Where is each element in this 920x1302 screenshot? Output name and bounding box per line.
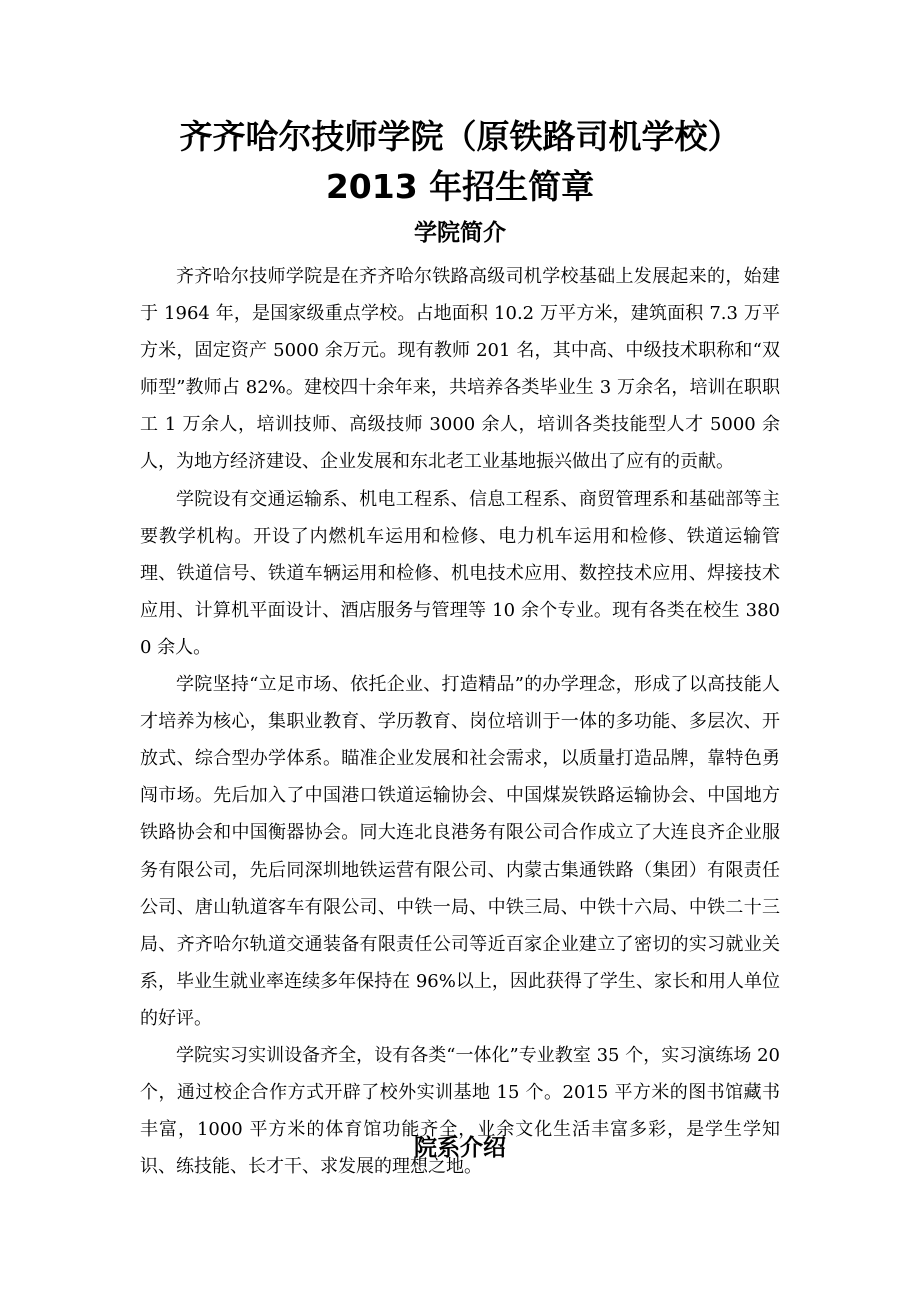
title-line-2: 2013 年招生简章 [325,167,595,206]
intro-body [140,258,780,1185]
paragraph-philosophy: 学院坚持“立足市场、依托企业、打造精品”的办学理念，形成了以高技能人才培养为核心，集职业教育、学历教育、岗位培训于一体的多功能、多层次、开放式、综合型办学体系。瞄准企业发展和社会需求，以质量打造品牌，靠特色勇闯市场。先后加入了中国港口铁道运输协会、中国煤炭铁路运输协会、中国地方铁路协会和中国衡器协会。同大连北良港务有限公司合作成立了大连良齐企业服务有限公司，先后同深圳地铁运营有限公司、内蒙古集通铁路（集团）有限责任公司、唐山轨道客车有限公司、中铁一局、中铁三局、中铁十六局、中铁二十三局、齐齐哈尔轨道交通装备有限责任公司等近百家企业建立了密切的实习就业关系，毕业生就业率连续多年保持在 96%以上，因此获得了学生、家长和用人单位的好评。 [140,674,780,1029]
section-heading-departments: 院系介绍 [414,1135,506,1161]
paragraph-departments: 学院设有交通运输系、机电工程系、信息工程系、商贸管理系和基础部等主要教学机构。开设了内燃机车运用和检修、电力机车运用和检修、铁道运输管理、铁道信号、铁道车辆运用和检修、机电技术应用、数控技术应用、焊接技术应用、计算机平面设计、酒店服务与管理等 10 余个专业。现有各类在校生 3800 余人。 [140,488,780,658]
title-line-1: 齐齐哈尔技师学院（原铁路司机学校） [179,117,741,156]
document-title [0,112,920,212]
paragraph-facilities: 学院实习实训设备齐全，设有各类“一体化”专业教室 35 个，实习演练场 20 个，通过校企合作方式开辟了校外实训基地 15 个。2015 平方米的图书馆藏书丰富，1000 平方米的体育馆功能齐全，业余文化生活丰富多彩，是学生学知识、练技能、长才干、求发展的理想之地。 [140,1044,780,1178]
section-heading-intro: 学院简介 [414,220,506,246]
paragraph-history: 齐齐哈尔技师学院是在齐齐哈尔铁路高级司机学校基础上发展起来的，始建于 1964 年，是国家级重点学校。占地面积 10.2 万平方米，建筑面积 7.3 万平方米，固定资产 5000 余万元。现有教师 201 名，其中高、中级技术职称和“双师型”教师占 82%。建校四十余年来，共培养各类毕业生 3 万余名，培训在职职工 1 万余人，培训技师、高级技师 3000 余人，培训各类技能型人才 5000 余人，为地方经济建设、企业发展和东北老工业基地振兴做出了应有的贡献。 [140,266,780,473]
